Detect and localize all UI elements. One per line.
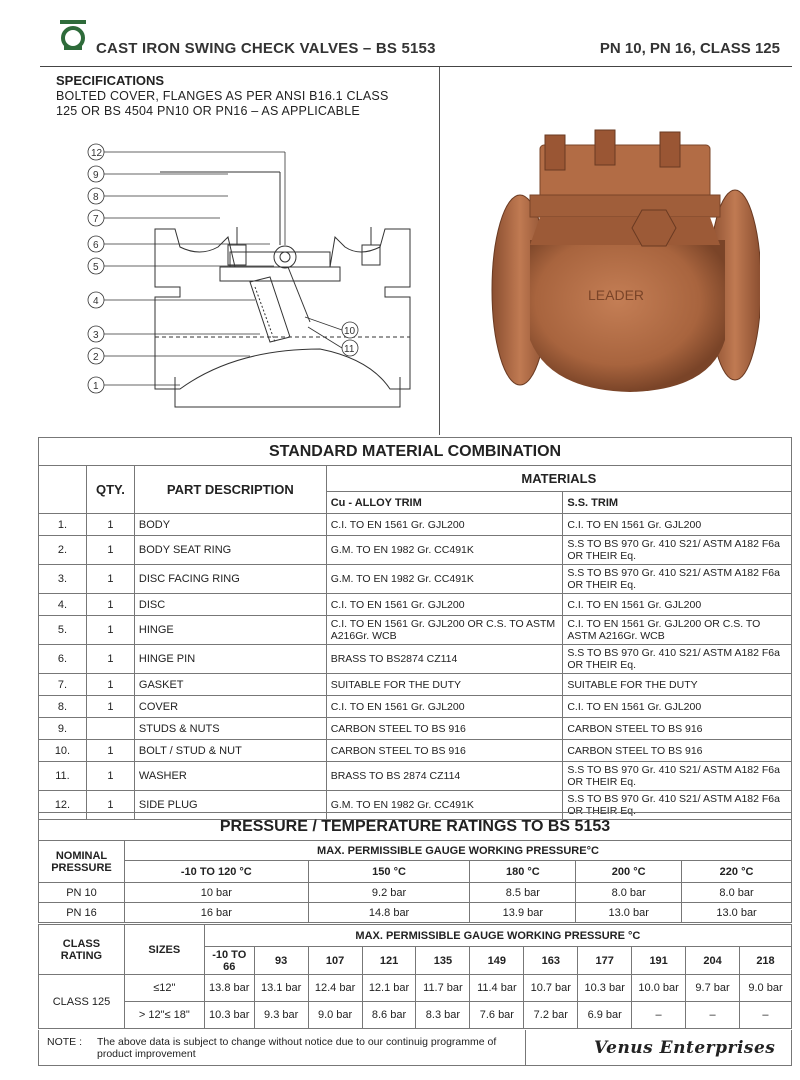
row-part: SIDE PLUG — [134, 791, 326, 820]
note-divider — [525, 1030, 526, 1066]
row-ss-material: S.S TO BS 970 Gr. 410 S21/ ASTM A182 F6a OR THEIR Eq. — [563, 565, 792, 594]
row-part: BODY — [134, 514, 326, 536]
row-cu-material: CARBON STEEL TO BS 916 — [326, 718, 563, 740]
size-range: > 12"≤ 18" — [124, 1002, 204, 1029]
pressure-value: 13.8 bar — [204, 975, 254, 1002]
sizes-header: SIZES — [124, 925, 204, 975]
pressure-value: 10.3 bar — [578, 975, 632, 1002]
row-part: DISC FACING RING — [134, 565, 326, 594]
temperature-header: 163 — [524, 947, 578, 975]
nominal-pressure-label: PN 10 — [39, 883, 125, 903]
temperature-header: 107 — [308, 947, 362, 975]
row-cu-material: G.M. TO EN 1982 Gr. CC491K — [326, 565, 563, 594]
temperature-header: -10 TO 120 °C — [124, 861, 308, 883]
svg-text:3: 3 — [93, 330, 99, 341]
company-signature: Venus Enterprises — [594, 1038, 776, 1058]
class-rating-table — [38, 924, 792, 1029]
pressure-value: 11.7 bar — [416, 975, 470, 1002]
pressure-value: – — [686, 1002, 740, 1029]
row-ss-material: S.S TO BS 970 Gr. 410 S21/ ASTM A182 F6a OR THEIR Eq. — [563, 762, 792, 791]
row-part: HINGE — [134, 616, 326, 645]
pressure-value: 12.1 bar — [362, 975, 416, 1002]
specifications-line-1: BOLTED COVER, FLANGES AS PER ANSI B16.1 CLASS — [56, 89, 389, 103]
callout-2 — [88, 348, 250, 364]
row-number: 10. — [39, 740, 87, 762]
note-text: The above data is subject to change without notice due to our continuig programme of product improvement — [97, 1036, 497, 1060]
cu-alloy-trim-header: Cu - ALLOY TRIM — [326, 492, 563, 514]
row-ss-material: CARBON STEEL TO BS 916 — [563, 718, 792, 740]
row-number: 4. — [39, 594, 87, 616]
row-number: 3. — [39, 565, 87, 594]
row-part: STUDS & NUTS — [134, 718, 326, 740]
row-cu-material: C.I. TO EN 1561 Gr. GJL200 — [326, 696, 563, 718]
pressure-value: 13.9 bar — [470, 903, 576, 923]
class-name: CLASS 125 — [39, 975, 125, 1029]
pressure-value: 10.0 bar — [632, 975, 686, 1002]
row-number: 8. — [39, 696, 87, 718]
table-row — [39, 594, 792, 616]
svg-text:4: 4 — [93, 296, 99, 307]
row-qty: 1 — [86, 696, 134, 718]
table-row — [39, 740, 792, 762]
temperature-header: 93 — [254, 947, 308, 975]
materials-header: MATERIALS — [326, 466, 791, 492]
row-qty: 1 — [86, 645, 134, 674]
valve-cross-section-diagram — [60, 137, 440, 427]
nominal-pressure-header: NOMINAL PRESSURE — [39, 841, 125, 883]
row-ss-material: C.I. TO EN 1561 Gr. GJL200 — [563, 594, 792, 616]
pressure-value: – — [632, 1002, 686, 1029]
callout-8 — [88, 188, 228, 204]
table-row — [39, 645, 792, 674]
specifications-heading: SPECIFICATIONS — [56, 73, 165, 88]
svg-text:12: 12 — [91, 148, 103, 159]
pressure-value: 9.3 bar — [254, 1002, 308, 1029]
svg-text:11: 11 — [344, 344, 355, 355]
row-number: 2. — [39, 536, 87, 565]
svg-text:2: 2 — [93, 352, 99, 363]
row-qty: 1 — [86, 536, 134, 565]
row-qty: 1 — [86, 740, 134, 762]
row-part: COVER — [134, 696, 326, 718]
row-number: 12. — [39, 791, 87, 820]
note-label: NOTE : — [47, 1036, 83, 1048]
row-ss-material: SUITABLE FOR THE DUTY — [563, 674, 792, 696]
row-ss-material: C.I. TO EN 1561 Gr. GJL200 — [563, 514, 792, 536]
row-ss-material: S.S TO BS 970 Gr. 410 S21/ ASTM A182 F6a OR THEIR Eq. — [563, 645, 792, 674]
leader-logo-icon — [58, 18, 88, 52]
pressure-value: 14.8 bar — [308, 903, 470, 923]
callout-4 — [88, 292, 255, 308]
temperature-header: 150 °C — [308, 861, 470, 883]
row-part: GASKET — [134, 674, 326, 696]
temperature-header: 180 °C — [470, 861, 576, 883]
pressure-value: 9.0 bar — [308, 1002, 362, 1029]
specifications-line-2: 125 OR BS 4504 PN10 OR PN16 – AS APPLICABLE — [56, 104, 360, 118]
row-qty: 1 — [86, 674, 134, 696]
row-qty: 1 — [86, 594, 134, 616]
pressure-value: 10.7 bar — [524, 975, 578, 1002]
pressure-value: 10.3 bar — [204, 1002, 254, 1029]
callout-12 — [88, 144, 285, 245]
row-ss-material: S.S TO BS 970 Gr. 410 S21/ ASTM A182 F6a OR THEIR Eq. — [563, 791, 792, 820]
row-cu-material: SUITABLE FOR THE DUTY — [326, 674, 563, 696]
pressure-value: 13.0 bar — [576, 903, 682, 923]
pressure-value: 10 bar — [124, 883, 308, 903]
material-table-title: STANDARD MATERIAL COMBINATION — [39, 438, 792, 466]
table-row — [39, 1002, 792, 1029]
callout-3 — [88, 326, 260, 342]
part-description-header: PART DESCRIPTION — [134, 466, 326, 514]
row-cu-material: BRASS TO BS2874 CZ114 — [326, 645, 563, 674]
row-part: BODY SEAT RING — [134, 536, 326, 565]
table-row — [39, 536, 792, 565]
row-qty: 1 — [86, 565, 134, 594]
embossed-brand-text: LEADER — [588, 287, 645, 303]
row-number: 9. — [39, 718, 87, 740]
pressure-value: 12.4 bar — [308, 975, 362, 1002]
pressure-table-title: PRESSURE / TEMPERATURE RATINGS TO BS 5153 — [39, 813, 792, 841]
pressure-value: 7.6 bar — [470, 1002, 524, 1029]
callout-7 — [88, 210, 220, 226]
row-part: BOLT / STUD & NUT — [134, 740, 326, 762]
temperature-header: 218 — [739, 947, 791, 975]
row-qty: 1 — [86, 762, 134, 791]
table-row — [39, 903, 792, 923]
temperature-header: 121 — [362, 947, 416, 975]
table-row — [39, 975, 792, 1002]
row-number: 1. — [39, 514, 87, 536]
max-pressure-header: MAX. PERMISSIBLE GAUGE WORKING PRESSURE°C — [124, 841, 791, 861]
pressure-value: 8.0 bar — [682, 883, 792, 903]
pressure-value: 11.4 bar — [470, 975, 524, 1002]
table-row — [39, 616, 792, 645]
temperature-header: 191 — [632, 947, 686, 975]
row-cu-material: G.M. TO EN 1982 Gr. CC491K — [326, 536, 563, 565]
table-row — [39, 718, 792, 740]
row-ss-material: C.I. TO EN 1561 Gr. GJL200 OR C.S. TO ASTM A216Gr. WCB — [563, 616, 792, 645]
svg-text:6: 6 — [93, 240, 99, 251]
pressure-value: 13.0 bar — [682, 903, 792, 923]
row-ss-material: S.S TO BS 970 Gr. 410 S21/ ASTM A182 F6a OR THEIR Eq. — [563, 536, 792, 565]
material-combination-table — [38, 437, 792, 820]
page-title: CAST IRON SWING CHECK VALVES – BS 5153 — [96, 40, 436, 57]
row-part: HINGE PIN — [134, 645, 326, 674]
pressure-class-label: PN 10, PN 16, CLASS 125 — [599, 40, 780, 57]
pressure-value: 8.6 bar — [362, 1002, 416, 1029]
table-row — [39, 762, 792, 791]
temperature-header: 135 — [416, 947, 470, 975]
temperature-header: 200 °C — [576, 861, 682, 883]
qty-header: QTY. — [86, 466, 134, 514]
pressure-value: 9.7 bar — [686, 975, 740, 1002]
pressure-value: 6.9 bar — [578, 1002, 632, 1029]
table-row — [39, 883, 792, 903]
row-cu-material: C.I. TO EN 1561 Gr. GJL200 — [326, 594, 563, 616]
row-cu-material: C.I. TO EN 1561 Gr. GJL200 — [326, 514, 563, 536]
svg-text:7: 7 — [93, 214, 99, 225]
row-number: 6. — [39, 645, 87, 674]
temperature-header: 220 °C — [682, 861, 792, 883]
pressure-value: 8.5 bar — [470, 883, 576, 903]
row-qty: 1 — [86, 616, 134, 645]
pressure-value: 8.0 bar — [576, 883, 682, 903]
row-ss-material: C.I. TO EN 1561 Gr. GJL200 — [563, 696, 792, 718]
pressure-value: 13.1 bar — [254, 975, 308, 1002]
svg-text:9: 9 — [93, 170, 99, 181]
page-header — [58, 18, 788, 62]
svg-text:5: 5 — [93, 262, 99, 273]
pressure-temperature-table — [38, 812, 792, 923]
pressure-value: 8.3 bar — [416, 1002, 470, 1029]
callout-10 — [305, 317, 358, 338]
row-qty: 1 — [86, 791, 134, 820]
row-part: WASHER — [134, 762, 326, 791]
pressure-value: 9.2 bar — [308, 883, 470, 903]
table-row — [39, 514, 792, 536]
temperature-header: 204 — [686, 947, 740, 975]
pressure-value: – — [739, 1002, 791, 1029]
valve-photo — [470, 100, 760, 400]
row-cu-material: BRASS TO BS 2874 CZ114 — [326, 762, 563, 791]
temperature-header: -10 TO 66 — [204, 947, 254, 975]
table-row — [39, 696, 792, 718]
row-cu-material: CARBON STEEL TO BS 916 — [326, 740, 563, 762]
row-cu-material: C.I. TO EN 1561 Gr. GJL200 OR C.S. TO ASTM A216Gr. WCB — [326, 616, 563, 645]
callout-6 — [88, 236, 270, 252]
callout-1 — [88, 377, 180, 393]
row-ss-material: CARBON STEEL TO BS 916 — [563, 740, 792, 762]
pressure-value: 7.2 bar — [524, 1002, 578, 1029]
specifications-panel — [40, 67, 440, 435]
pressure-value: 16 bar — [124, 903, 308, 923]
ss-trim-header: S.S. TRIM — [563, 492, 792, 514]
svg-text:1: 1 — [93, 381, 99, 392]
table-row — [39, 674, 792, 696]
temperature-header: 149 — [470, 947, 524, 975]
row-qty — [86, 718, 134, 740]
note-footer — [38, 1030, 792, 1066]
nominal-pressure-label: PN 16 — [39, 903, 125, 923]
table-row — [39, 565, 792, 594]
class-max-pressure-header: MAX. PERMISSIBLE GAUGE WORKING PRESSURE °C — [204, 925, 791, 947]
svg-text:10: 10 — [344, 326, 356, 337]
size-range: ≤12" — [124, 975, 204, 1002]
row-cu-material: G.M. TO EN 1982 Gr. CC491K — [326, 791, 563, 820]
row-number: 11. — [39, 762, 87, 791]
pressure-value: 9.0 bar — [739, 975, 791, 1002]
row-number: 7. — [39, 674, 87, 696]
temperature-header: 177 — [578, 947, 632, 975]
row-number: 5. — [39, 616, 87, 645]
svg-text:8: 8 — [93, 192, 99, 203]
row-part: DISC — [134, 594, 326, 616]
row-qty: 1 — [86, 514, 134, 536]
callout-9 — [88, 166, 228, 182]
class-rating-header: CLASS RATING — [39, 925, 125, 975]
